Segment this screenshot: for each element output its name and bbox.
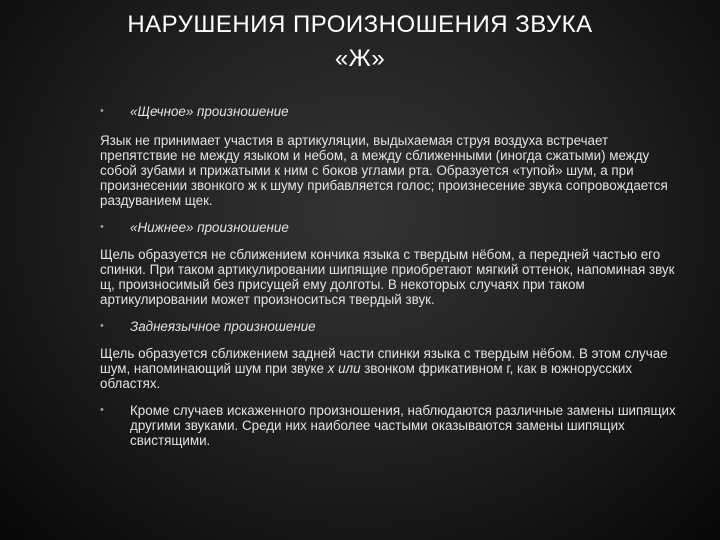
bullet-dot-icon: • (100, 105, 104, 117)
paragraph-back (100, 346, 680, 391)
title-line-2: «Ж» (334, 45, 386, 72)
bullet-lower-label: «Нижнее» произношение (130, 220, 289, 235)
bullet-substitutions-text: Кроме случаев искаженного произношения, наблюдаются различные замены шипящих другими звуками. Среди них наиболее частыми оказываются замены шипящих свистящими. (130, 403, 676, 448)
paragraph-back-sign: х или (327, 361, 361, 376)
slide-body (100, 104, 680, 460)
bullet-back-label: Заднеязычное произношение (130, 319, 316, 334)
bullet-substitutions (100, 403, 680, 448)
paragraph-back-text-2: звонком фрикативном г, как в южнорусских областях. (100, 361, 633, 391)
slide-title (40, 8, 680, 76)
bullet-back (100, 319, 680, 334)
bullet-cheek (100, 104, 680, 119)
title-line-1: НАРУШЕНИЯ ПРОИЗНОШЕНИЯ ЗВУКА (127, 11, 593, 38)
bullet-lower (100, 220, 680, 235)
paragraph-back-text-1: Щель образуется сближением задней части спинки языка с твердым нёбом. В этом случае шум, напоминающий шум при звуке (100, 346, 668, 376)
bullet-dot-icon: • (100, 221, 104, 233)
bullet-cheek-label: «Щечное» произношение (130, 104, 289, 119)
paragraph-lower: Щель образуется не сближением кончика языка с твердым нёбом, а передней частью его спинки. При таком артикулировании шипящие приобретают мягкий оттенок, напоминая звук щ, произносимый без присущей ему долготы. В некоторых случаях при таком артикулировании может произноситься твердый звук. (100, 247, 675, 307)
bullet-dot-icon: • (100, 404, 104, 416)
bullet-dot-icon: • (100, 320, 104, 332)
paragraph-cheek: Язык не принимает участия в артикуляции, выдыхаемая струя воздуха встречает препятствие не между языком и небом, а между сближенными (иногда сжатыми) между собой зубами и прижатыми к ним с боков углами рта. Образуется «тупой» шум, а при произнесении звонкого ж к шуму прибавляется голос; произнесение звука сопровождается раздуванием щек. (100, 133, 668, 208)
